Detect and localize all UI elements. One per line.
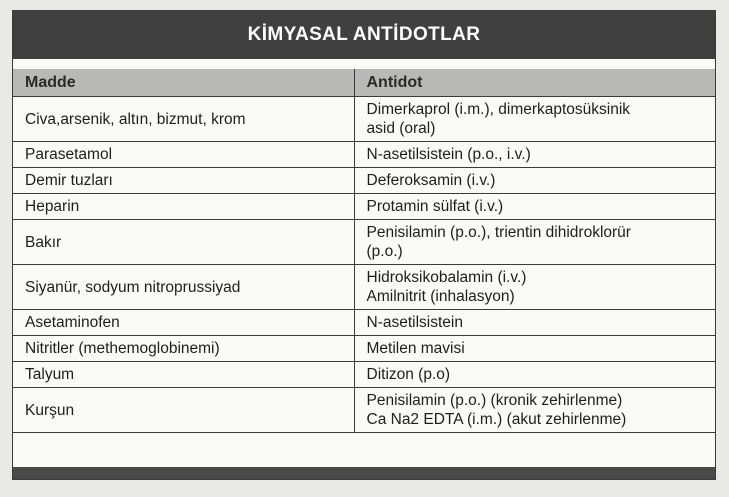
- antidote-line: Ditizon (p.o): [366, 366, 451, 383]
- substance-cell: Bakır: [13, 220, 354, 265]
- antidote-line: Amilnitrit (inhalasyon): [366, 288, 515, 305]
- antidote-line: Penisilamin (p.o.), trientin dihidroklorür: [366, 224, 631, 241]
- table-row: [13, 336, 715, 362]
- table-row: [13, 265, 715, 310]
- table-row: [13, 310, 715, 336]
- table-row: [13, 362, 715, 388]
- header-row: [13, 69, 715, 97]
- header-antidote: Antidot: [354, 69, 715, 97]
- antidote-cell: [354, 194, 715, 220]
- substance-cell: Heparin: [13, 194, 354, 220]
- header-substance: Madde: [13, 69, 354, 97]
- substance-cell: Asetaminofen: [13, 310, 354, 336]
- antidote-cell: [354, 220, 715, 265]
- antidote-cell: [354, 336, 715, 362]
- antidote-line: Penisilamin (p.o.) (kronik zehirlenme): [366, 392, 623, 409]
- antidote-line: (p.o.): [366, 243, 403, 260]
- antidote-table-card: [12, 10, 716, 480]
- substance-cell: Parasetamol: [13, 142, 354, 168]
- antidote-line: Deferoksamin (i.v.): [366, 172, 496, 189]
- antidote-line: N-asetilsistein (p.o., i.v.): [366, 146, 531, 163]
- substance-cell: Demir tuzları: [13, 168, 354, 194]
- table-row: [13, 388, 715, 433]
- antidote-cell: [354, 142, 715, 168]
- antidote-line: Metilen mavisi: [366, 340, 465, 357]
- substance-cell: Civa,arsenik, altın, bizmut, krom: [13, 97, 354, 142]
- antidote-line: asid (oral): [366, 120, 436, 137]
- table-row: [13, 194, 715, 220]
- antidote-cell: [354, 310, 715, 336]
- table-row: [13, 97, 715, 142]
- antidote-cell: [354, 97, 715, 142]
- substance-cell: Kurşun: [13, 388, 354, 433]
- table-row: [13, 142, 715, 168]
- table-row: [13, 220, 715, 265]
- substance-cell: Talyum: [13, 362, 354, 388]
- antidote-line: Dimerkaprol (i.m.), dimerkaptosüksinik: [366, 101, 631, 118]
- substance-cell: Nitritler (methemoglobinemi): [13, 336, 354, 362]
- antidote-line: Hidroksikobalamin (i.v.): [366, 269, 527, 286]
- table-title: KİMYASAL ANTİDOTLAR: [247, 24, 481, 45]
- antidote-line: Ca Na2 EDTA (i.m.) (akut zehirlenme): [366, 411, 627, 428]
- table-row: [13, 168, 715, 194]
- antidote-cell: [354, 362, 715, 388]
- antidote-line: N-asetilsistein: [366, 314, 463, 331]
- antidote-line: Protamin sülfat (i.v.): [366, 198, 504, 215]
- antidote-cell: [354, 168, 715, 194]
- title-bar: [13, 11, 715, 59]
- antidote-cell: [354, 265, 715, 310]
- substance-cell: Siyanür, sodyum nitroprussiyad: [13, 265, 354, 310]
- antidote-cell: [354, 388, 715, 433]
- footer-bar: [13, 467, 715, 479]
- antidote-table: [13, 69, 715, 433]
